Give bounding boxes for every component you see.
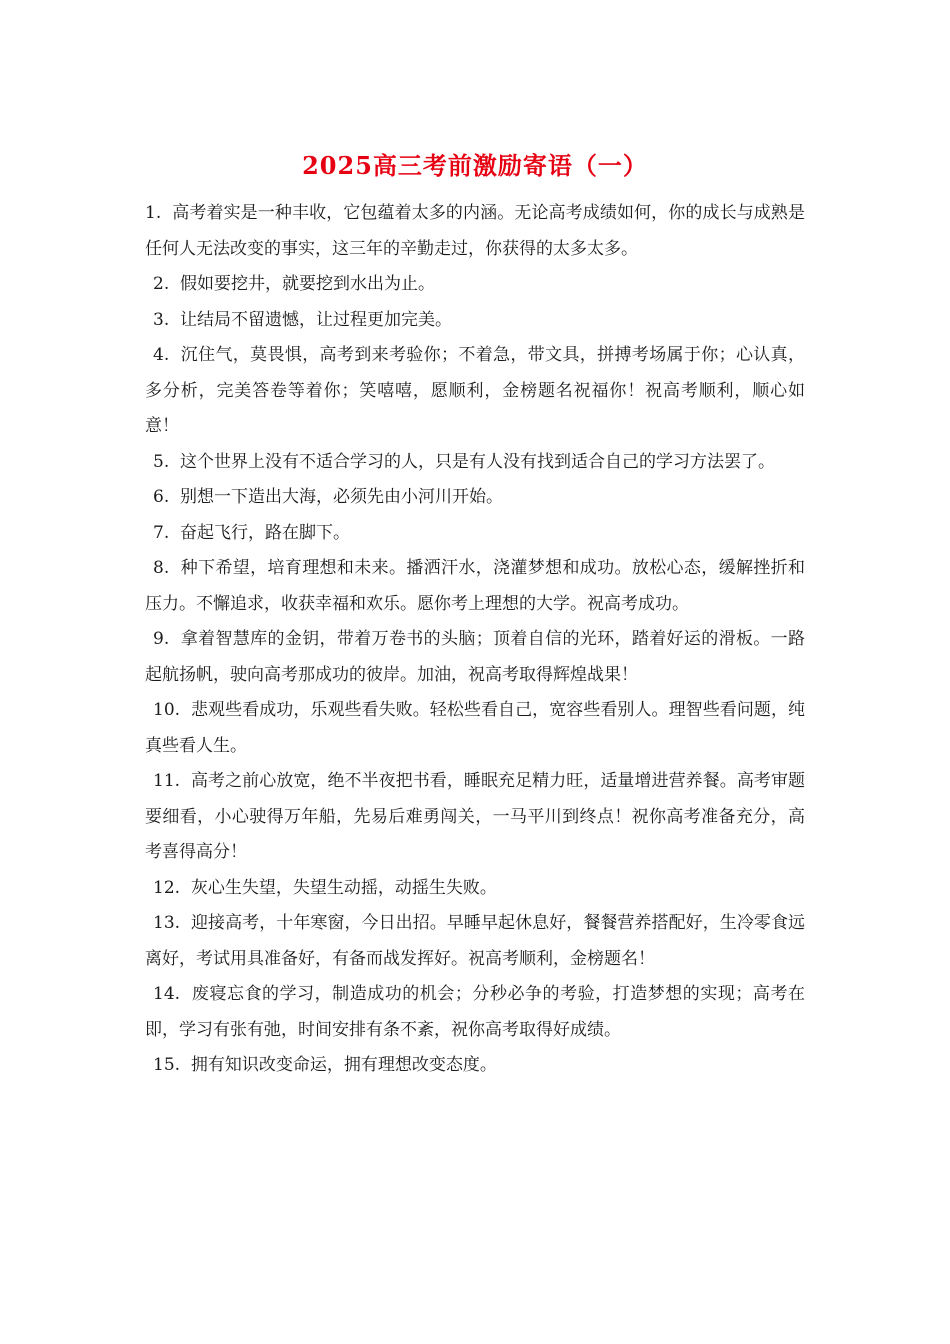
item-text: 高考之前心放宽，绝不半夜把书看，睡眠充足精力旺，适量增进营养餐。高考审题要细看，小心驶得万年船，先易后难勇闯关，一马平川到终点！祝你高考准备充分，高考喜得高分！ [145, 771, 806, 862]
item-number: 1. [145, 203, 162, 223]
list-item [145, 480, 805, 516]
item-text: 拿着智慧库的金钥，带着万卷书的头脑；顶着自信的光环，踏着好运的滑板。一路起航扬帆，驶向高考那成功的彼岸。加油，祝高考取得辉煌战果！ [145, 629, 806, 685]
item-list [145, 196, 805, 1084]
item-number: 9. [153, 629, 170, 649]
list-item [145, 977, 805, 1048]
list-item [145, 693, 805, 764]
item-number: 3. [153, 309, 170, 330]
list-item [145, 303, 805, 339]
item-number: 12. [153, 877, 181, 898]
item-number: 10. [153, 700, 181, 720]
item-number: 4. [153, 345, 170, 365]
item-text: 别想一下造出大海，必须先由小河川开始。 [180, 487, 504, 507]
item-number: 8. [153, 558, 170, 578]
list-item [145, 764, 805, 871]
item-number: 11. [153, 771, 181, 791]
item-text: 高考着实是一种丰收，它包蕴着太多的内涵。无论高考成绩如何，你的成长与成熟是任何人无法改变的事实，这三年的辛勤走过，你获得的太多太多。 [145, 203, 806, 259]
item-number: 2. [153, 274, 170, 294]
item-number: 7. [153, 522, 170, 543]
item-text: 灰心生失望，失望生动摇，动摇生失败。 [190, 877, 497, 898]
item-number: 14. [153, 984, 181, 1004]
item-number: 13. [153, 913, 181, 933]
item-text: 种下希望，培育理想和未来。播洒汗水，浇灌梦想和成功。放松心态，缓解挫折和压力。不懈追求，收获幸福和欢乐。愿你考上理想的大学。祝高考成功。 [145, 558, 806, 614]
item-text: 拥有知识改变命运，拥有理想改变态度。 [190, 1055, 497, 1075]
item-text: 悲观些看成功，乐观些看失败。轻松些看自己，宽容些看别人。理智些看问题，纯真些看人生。 [145, 700, 806, 756]
list-item [145, 1048, 805, 1084]
item-number: 15. [153, 1055, 181, 1075]
item-text: 让结局不留遗憾，让过程更加完美。 [180, 309, 453, 330]
item-number: 5. [153, 451, 170, 472]
item-text: 迎接高考，十年寒窗，今日出招。早睡早起休息好，餐餐营养搭配好，生冷零食远离好，考试用具准备好，有备而战发挥好。祝高考顺利，金榜题名！ [145, 913, 806, 969]
list-item [145, 871, 805, 907]
page-title: 2025高三考前激励寄语（一） [302, 151, 648, 180]
list-item [145, 516, 805, 552]
item-number: 6. [153, 487, 170, 507]
list-item [145, 622, 805, 693]
item-text: 奋起飞行，路在脚下。 [180, 522, 351, 543]
item-text: 沉住气，莫畏惧，高考到来考验你；不着急，带文具，拼搏考场属于你；心认真，多分析，完美答卷等着你；笑嘻嘻，愿顺利，金榜题名祝福你！祝高考顺利，顺心如意！ [145, 345, 806, 436]
list-item [145, 906, 805, 977]
list-item [145, 445, 805, 481]
item-text: 假如要挖井，就要挖到水出为止。 [180, 274, 436, 294]
list-item [145, 196, 805, 267]
item-text: 这个世界上没有不适合学习的人，只是有人没有找到适合自己的学习方法罢了。 [180, 451, 776, 472]
item-text: 废寝忘食的学习，制造成功的机会；分秒必争的考验，打造梦想的实现；高考在即，学习有张有弛，时间安排有条不紊，祝你高考取得好成绩。 [145, 984, 805, 1040]
list-item [145, 551, 805, 622]
list-item [145, 267, 805, 303]
list-item [145, 338, 805, 445]
